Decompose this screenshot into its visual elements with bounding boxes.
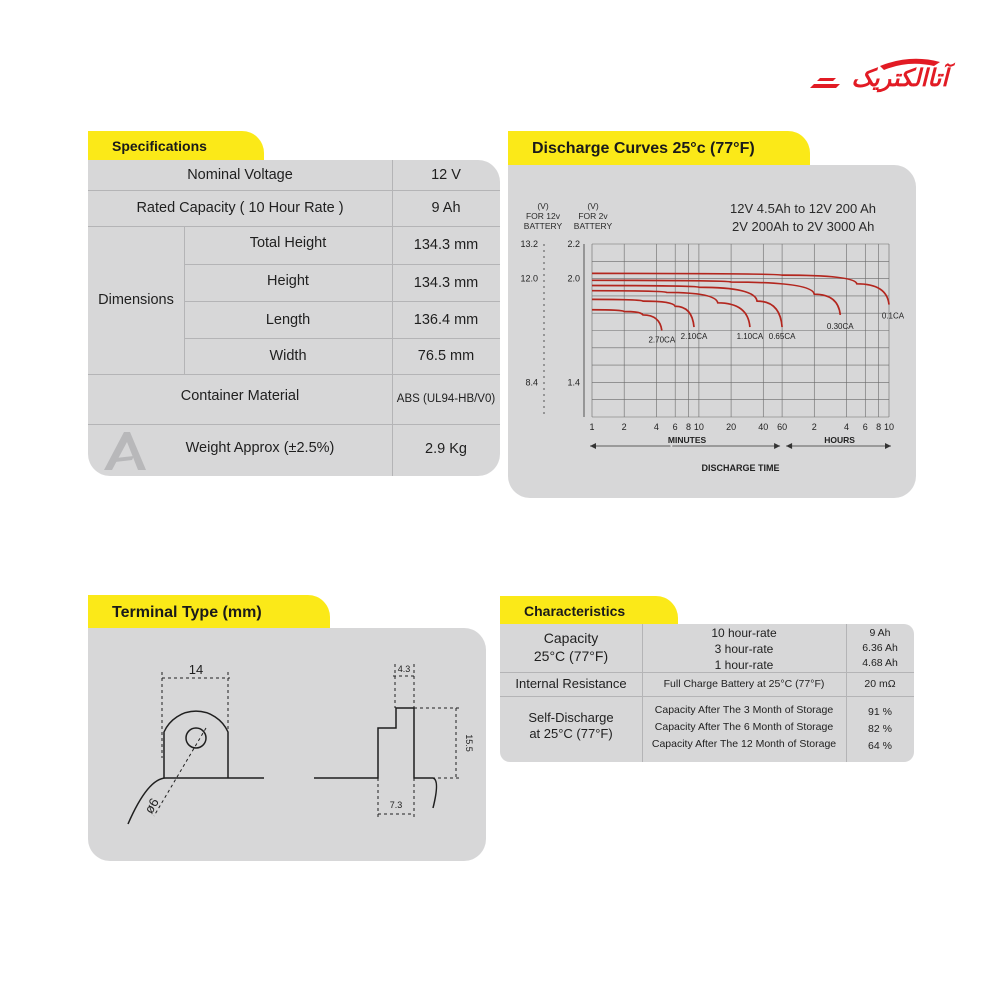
x-tick-label: 2 xyxy=(621,422,627,432)
x-axis-title: DISCHARGE TIME xyxy=(701,463,780,473)
y-left-header-battery: BATTERY xyxy=(523,221,563,231)
discharge-heading xyxy=(508,131,810,167)
specifications-table xyxy=(88,160,500,476)
characteristics-title: Characteristics xyxy=(524,603,626,619)
characteristics-heading xyxy=(500,596,678,626)
self-discharge-row-6m-value: 82 % xyxy=(868,723,892,735)
watermark-logo xyxy=(98,426,158,476)
self-discharge-row-3m-label: Capacity After The 3 Month of Storage xyxy=(654,704,834,716)
internal-resistance-value: 20 mΩ xyxy=(864,678,896,690)
y-right-header-unit: (V) xyxy=(587,201,599,211)
brand-logo-text: آتاالکتریک xyxy=(851,64,948,92)
capacity-row-3h-label: 3 hour-rate xyxy=(714,642,774,656)
x-tick-label: 40 xyxy=(758,422,769,432)
terminal-heading xyxy=(88,595,330,630)
y-tick-label-2v: 2.0 xyxy=(567,273,580,284)
y-tick-label-12v: 12.0 xyxy=(520,273,538,284)
discharge-plot xyxy=(508,165,916,498)
rated-capacity-label: Rated Capacity ( 10 Hour Rate ) xyxy=(136,200,344,216)
curve-label: 0.65CA xyxy=(768,332,796,342)
terminal-dim-width: 14 xyxy=(188,662,204,677)
brand-logo xyxy=(800,52,950,102)
curve-label: 0.1CA xyxy=(881,311,905,321)
discharge-curve xyxy=(592,286,782,328)
internal-resistance-label: Internal Resistance xyxy=(515,676,627,691)
length-value: 136.4 mm xyxy=(413,311,479,328)
height-label: Height xyxy=(267,272,309,289)
curve-label: 0.30CA xyxy=(826,321,854,331)
height-value: 134.3 mm xyxy=(413,274,479,291)
width-label: Width xyxy=(269,348,307,364)
y-right-header-for: FOR 2v xyxy=(578,211,608,221)
x-tick-label: 20 xyxy=(726,422,737,432)
minutes-label: MINUTES xyxy=(667,435,707,445)
self-discharge-row-3m-value: 91 % xyxy=(868,706,892,718)
capacity-row-3h-value: 6.36 Ah xyxy=(862,642,898,654)
dimensions-label: Dimensions xyxy=(98,292,174,308)
range-arrowhead xyxy=(786,443,792,449)
curve-label: 1.10CA xyxy=(736,332,764,342)
self-discharge-label-line2: at 25°C (77°F) xyxy=(529,726,613,741)
capacity-row-1h-label: 1 hour-rate xyxy=(714,658,774,672)
curve-label: 2.10CA xyxy=(680,332,708,342)
capacity-label-line2: 25°C (77°F) xyxy=(533,648,609,664)
x-tick-label: 1 xyxy=(589,422,595,432)
self-discharge-row-6m-label: Capacity After The 6 Month of Storage xyxy=(654,721,834,733)
specifications-heading xyxy=(88,131,264,161)
length-label: Length xyxy=(265,311,311,328)
y-left-header-unit: (V) xyxy=(537,201,549,211)
range-line-2: 2V 200Ah to 2V 3000 Ah xyxy=(732,219,875,234)
terminal-dim-top: 4.3 xyxy=(397,664,411,674)
y-tick-label-2v: 2.2 xyxy=(567,239,580,249)
x-tick-label: 10 xyxy=(693,422,704,432)
self-discharge-row-12m-value: 64 % xyxy=(868,740,892,752)
self-discharge-label-line1: Self-Discharge xyxy=(528,710,614,725)
terminal-dim-hole: ø6 xyxy=(141,795,162,817)
nominal-voltage-label: Nominal Voltage xyxy=(187,167,293,183)
capacity-row-10h-label: 10 hour-rate xyxy=(711,626,777,640)
weight-value: 2.9 Kg xyxy=(425,441,467,457)
container-material-label: Container Material xyxy=(180,388,300,404)
rated-capacity-value: 9 Ah xyxy=(431,200,461,216)
characteristics-table xyxy=(500,624,914,762)
x-tick-label: 4 xyxy=(653,422,659,432)
discharge-chart xyxy=(508,165,916,498)
y-tick-label-12v: 13.2 xyxy=(520,239,538,249)
range-arrowhead xyxy=(885,443,891,449)
self-discharge-row-12m-label: Capacity After The 12 Month of Storage xyxy=(651,738,837,750)
x-tick-label: 2 xyxy=(811,422,817,432)
terminal-title: Terminal Type (mm) xyxy=(112,603,262,621)
x-tick-label: 8 xyxy=(876,422,882,432)
internal-resistance-desc: Full Charge Battery at 25°C (77°F) xyxy=(663,678,825,690)
x-tick-label: 10 xyxy=(883,422,895,432)
specifications-title: Specifications xyxy=(112,138,207,154)
range-arrowhead xyxy=(590,443,596,449)
x-tick-label: 6 xyxy=(862,422,868,432)
range-arrowhead xyxy=(774,443,780,449)
nominal-voltage-value: 12 V xyxy=(431,167,461,183)
range-line-1: 12V 4.5Ah to 12V 200 Ah xyxy=(730,201,877,216)
discharge-curve xyxy=(592,310,662,331)
x-tick-label: 4 xyxy=(843,422,849,432)
x-tick-label: 8 xyxy=(686,422,692,432)
discharge-title: Discharge Curves 25°c (77°F) xyxy=(532,140,755,157)
capacity-label-line1: Capacity xyxy=(543,630,599,646)
y-left-header-for: FOR 12v xyxy=(525,211,560,221)
terminal-side-profile xyxy=(314,708,437,808)
terminal-dim-base: 7.3 xyxy=(389,800,403,810)
terminal-dim-height: 15.5 xyxy=(464,734,474,752)
total-height-label: Total Height xyxy=(249,235,327,251)
width-value: 76.5 mm xyxy=(417,348,475,364)
x-tick-label: 60 xyxy=(777,422,788,432)
y-tick-label-12v: 8.4 xyxy=(525,377,538,388)
x-tick-label: 6 xyxy=(672,422,678,432)
curve-label: 2.70CA xyxy=(648,335,676,345)
hours-label: HOURS xyxy=(824,435,855,445)
terminal-drawing xyxy=(88,628,486,861)
total-height-value: 134.3 mm xyxy=(413,237,479,253)
container-material-value: ABS (UL94-HB/V0) xyxy=(396,393,496,405)
y-tick-label-2v: 1.4 xyxy=(567,377,580,388)
y-right-header-battery: BATTERY xyxy=(573,221,613,231)
weight-label: Weight Approx (±2.5%) xyxy=(185,440,335,456)
capacity-row-10h-value: 9 Ah xyxy=(869,627,891,639)
capacity-row-1h-value: 4.68 Ah xyxy=(862,657,898,669)
